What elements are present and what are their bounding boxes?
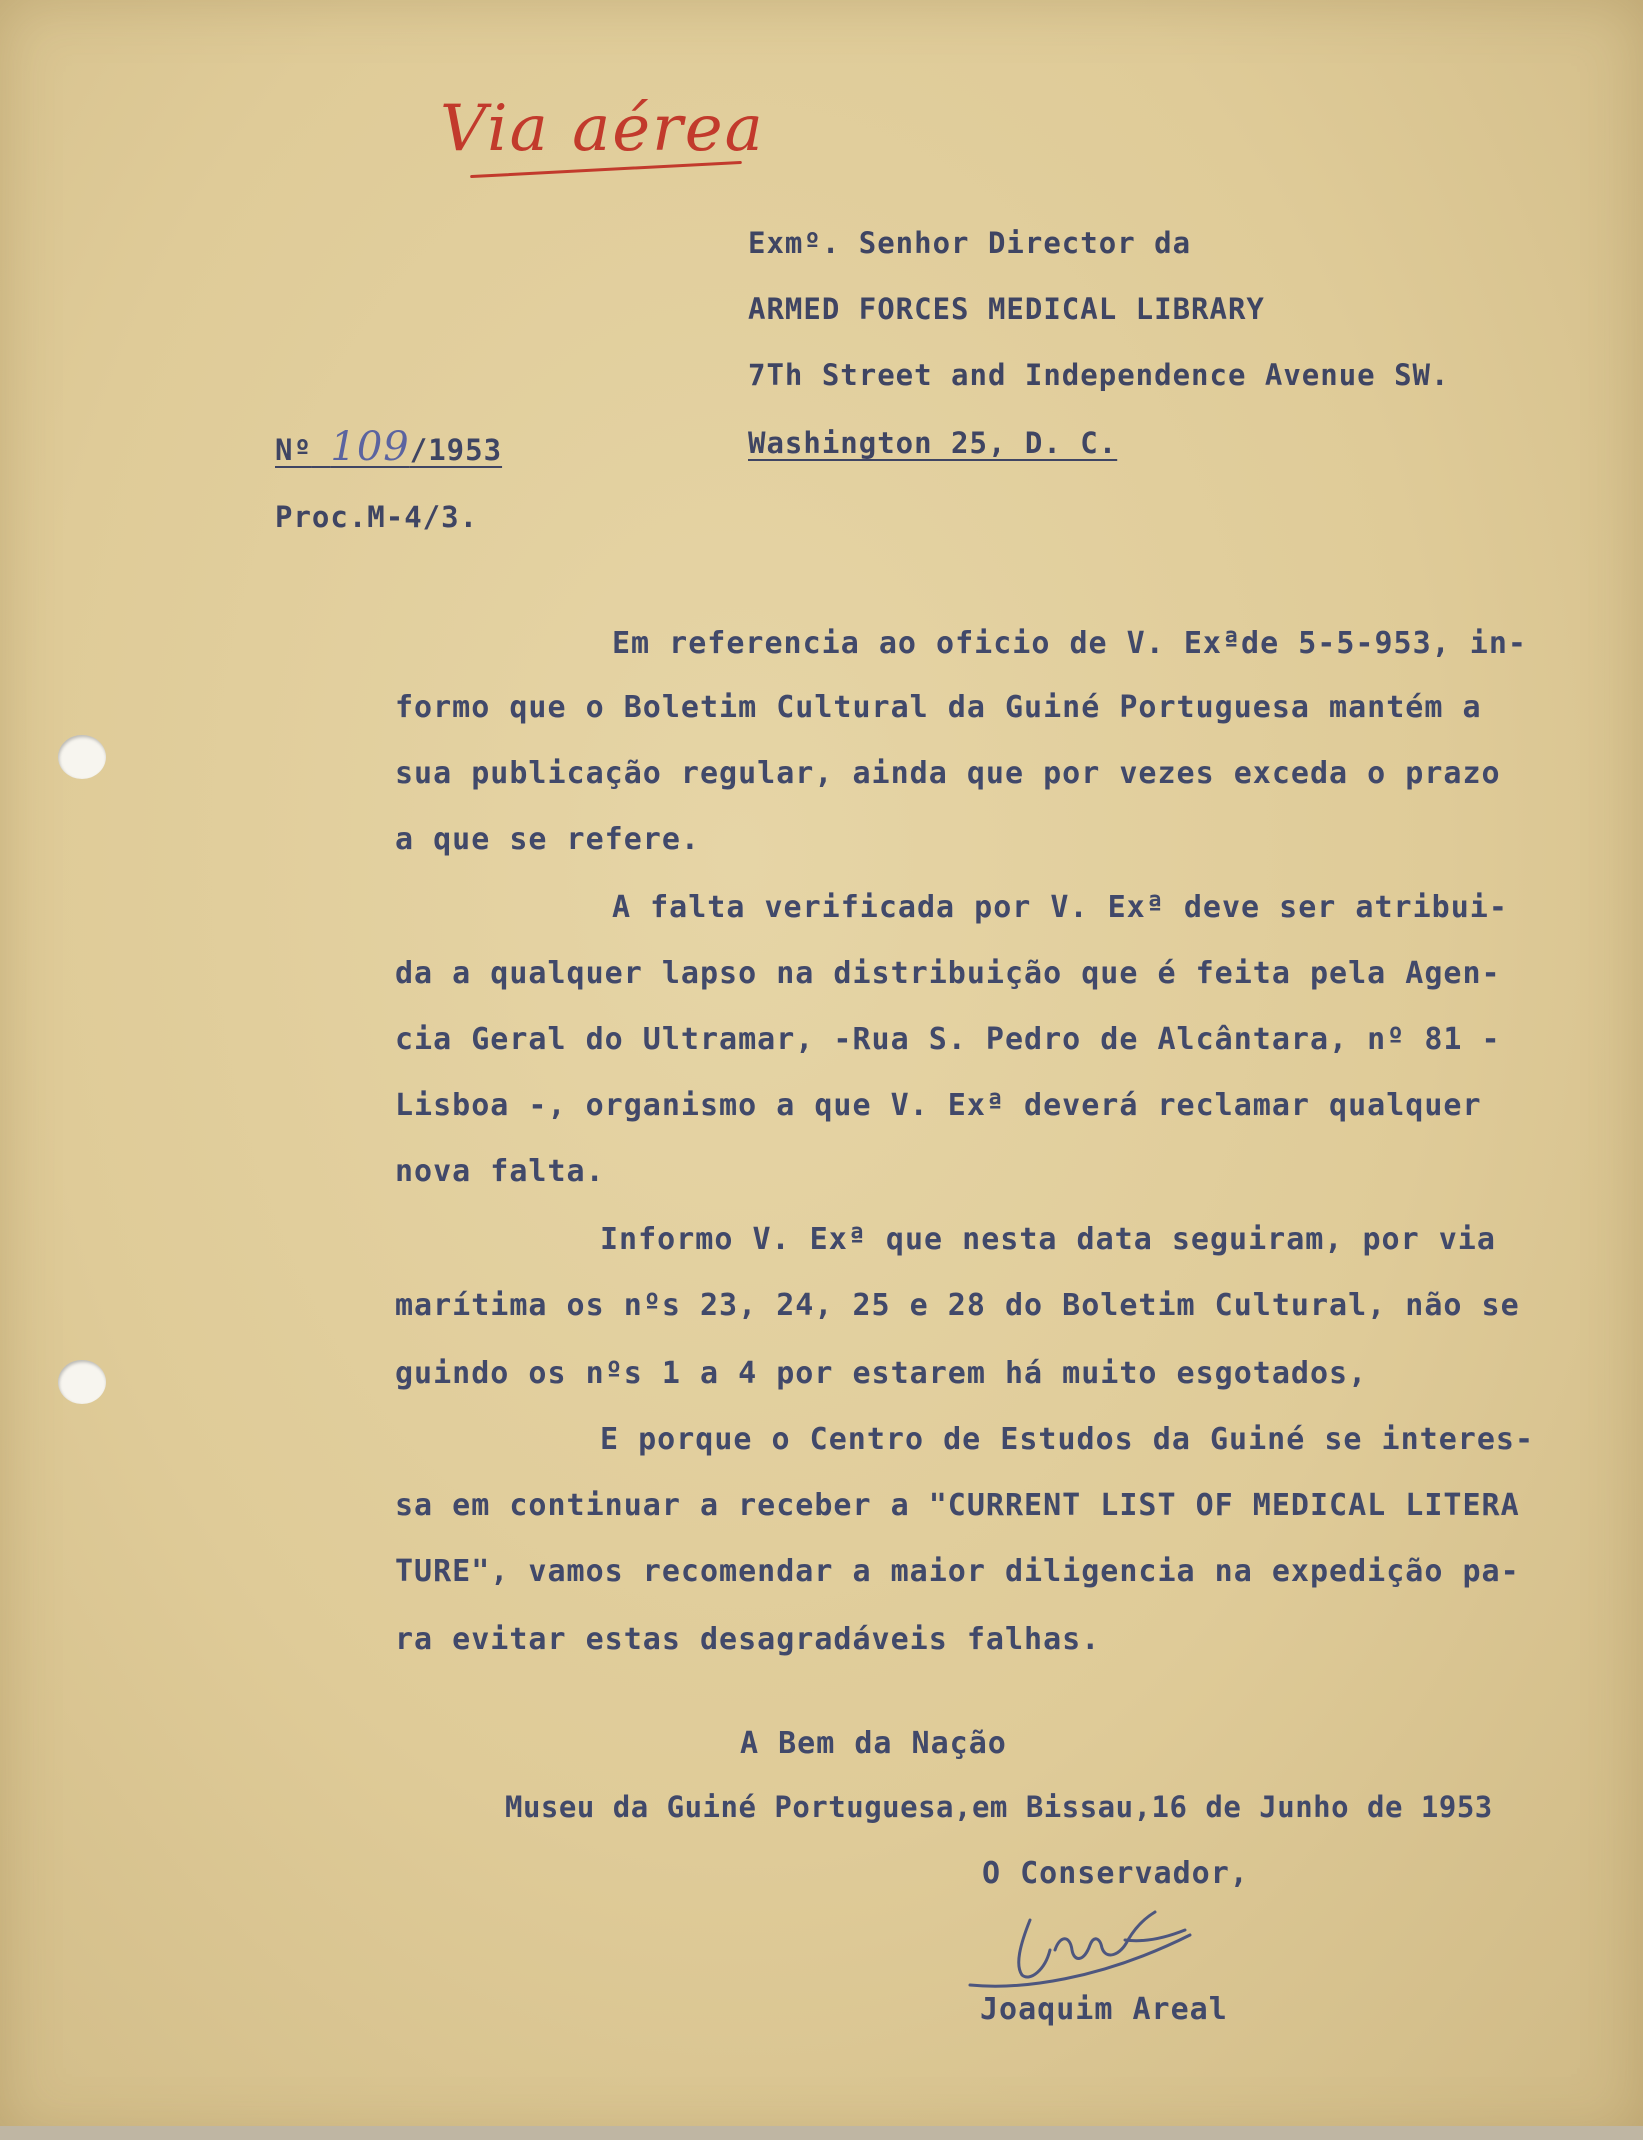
- handwritten-via-aerea: Via aérea: [440, 92, 765, 166]
- body-line: nova falta.: [395, 1154, 605, 1189]
- closing-salutation: A Bem da Nação: [740, 1726, 1007, 1761]
- body-line: a que se refere.: [395, 822, 700, 857]
- punch-hole-bottom: [58, 1360, 106, 1404]
- body-line: A falta verificada por V. Exª deve ser atribui-: [612, 890, 1508, 925]
- recipient-line-2: ARMED FORCES MEDICAL LIBRARY: [748, 292, 1265, 326]
- body-line: marítima os nºs 23, 24, 25 e 28 do Boletim Cultural, não se: [395, 1288, 1520, 1323]
- body-line: da a qualquer lapso na distribuição que é feita pela Agen-: [395, 956, 1501, 991]
- reference-handwritten-number: 109: [330, 424, 410, 470]
- recipient-line-4: Washington 25, D. C.: [748, 426, 1118, 460]
- body-line: TURE", vamos recomendar a maior diligencia na expedição pa-: [395, 1554, 1520, 1589]
- body-line: Informo V. Exª que nesta data seguiram, por via: [600, 1222, 1496, 1257]
- signatory-role: O Conservador,: [982, 1856, 1249, 1891]
- body-line: ra evitar estas desagradáveis falhas.: [395, 1622, 1101, 1657]
- recipient-line-3: 7Th Street and Independence Avenue SW.: [748, 358, 1450, 392]
- reference-prefix: Nº: [275, 433, 312, 467]
- punch-hole-top: [58, 735, 106, 779]
- place-and-date: Museu da Guiné Portuguesa,em Bissau,16 de Junho de 1953: [505, 1790, 1493, 1824]
- signatory-name: Joaquim Areal: [980, 1992, 1228, 2027]
- process-reference: Proc.M-4/3.: [275, 500, 479, 534]
- body-line: Em referencia ao oficio de V. Exªde 5-5-953, in-: [612, 626, 1527, 661]
- reference-number: [275, 424, 502, 470]
- reference-year: /1953: [409, 433, 503, 467]
- scan-bottom-edge: [0, 2126, 1643, 2140]
- body-line: sua publicação regular, ainda que por vezes exceda o prazo: [395, 756, 1501, 791]
- handwritten-signature: [960, 1890, 1230, 2000]
- body-line: E porque o Centro de Estudos da Guiné se interes-: [600, 1422, 1535, 1457]
- body-line: cia Geral do Ultramar, -Rua S. Pedro de Alcântara, nº 81 -: [395, 1022, 1501, 1057]
- body-line: guindo os nºs 1 a 4 por estarem há muito esgotados,: [395, 1356, 1368, 1391]
- body-line: sa em continuar a receber a "CURRENT LIST OF MEDICAL LITERA: [395, 1488, 1520, 1523]
- body-line: formo que o Boletim Cultural da Guiné Portuguesa mantém a: [395, 690, 1482, 725]
- recipient-line-1: Exmº. Senhor Director da: [748, 226, 1192, 260]
- body-line: Lisboa -, organismo a que V. Exª deverá reclamar qualquer: [395, 1088, 1482, 1123]
